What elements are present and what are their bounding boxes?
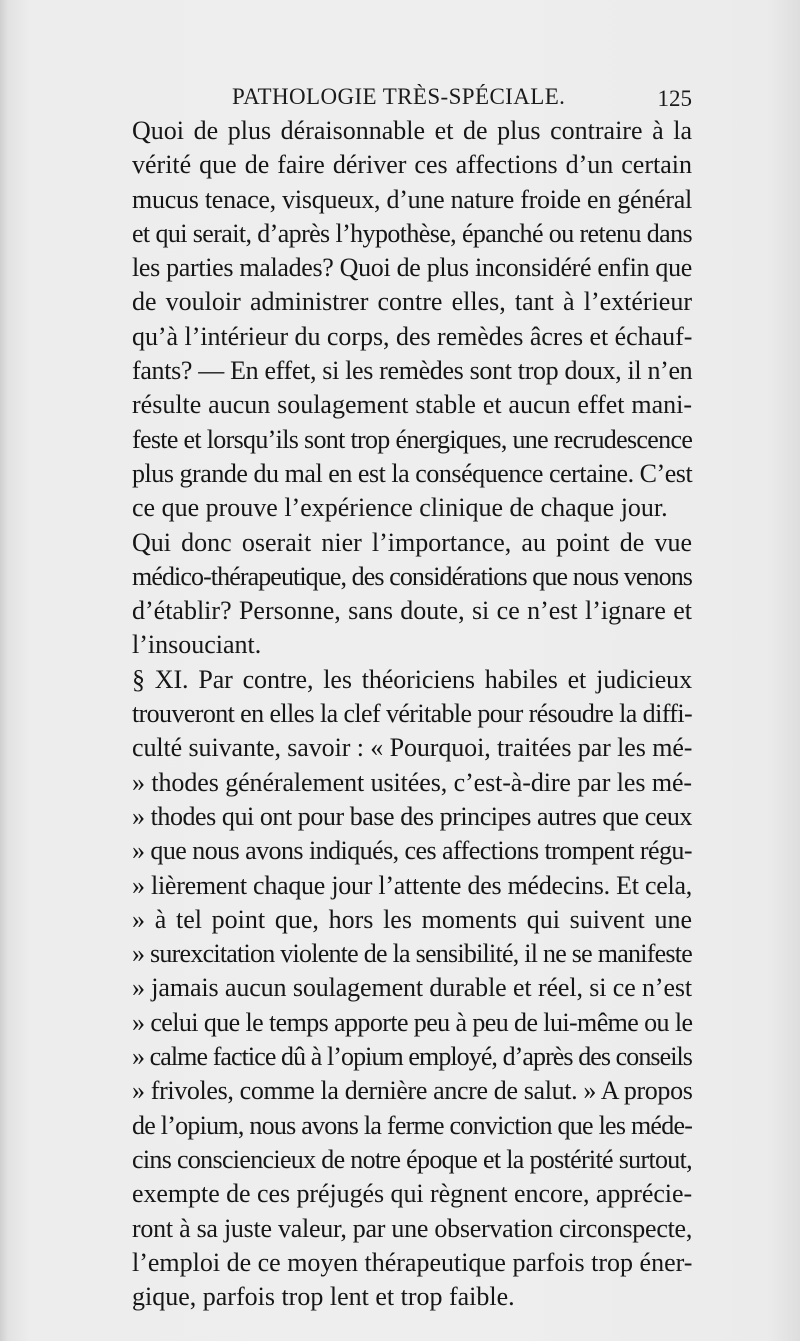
running-head: PATHOLOGIE TRÈS-SPÉCIALE. [232,84,566,109]
text-line: qu’à l’intérieur du corps, des remèdes âcres et échauf- [132,321,693,351]
body-text [104,114,692,1314]
text-line: mucus tenace, visqueux, d’une nature froide en général [132,184,692,214]
text-line: résulte aucun soulagement stable et aucun effet mani- [132,390,692,420]
text-line: Quoi de plus déraisonnable et de plus contraire à la [132,116,692,145]
text-line: » à tel point que, hors les moments qui suivent une [132,904,692,934]
text-line: Qui donc oserait nier l’importance, au point de vue [132,527,692,557]
text-line: plus grande du mal en est la conséquence certaine. C’est [132,458,693,488]
text-line: feste et lorsqu’ils sont trop énergiques, une recrudescence [132,424,693,454]
text-line: fants? — En effet, si les remèdes sont trop doux, il n’en [132,356,693,386]
text-line: § XI. Par contre, les théoriciens habiles et judicieux [132,664,692,694]
text-line: » frivoles, comme la dernière ancre de salut. » A propos [132,1076,693,1106]
text-line: cins consciencieux de notre époque et la postérité surtout, [132,1144,692,1174]
text-line: les parties malades? Quoi de plus inconsidéré enfin que [132,253,692,283]
text-line: l’insouciant. [132,630,262,660]
text-line: » lièrement chaque jour l’attente des médecins. Et cela, [132,870,692,900]
text-line: gique, parfois trop lent et trop faible. [132,1282,515,1312]
text-line: » celui que le temps apporte peu à peu de lui-même ou le [132,1007,693,1037]
text-line: exempte de ces préjugés qui règnent encore, apprécie- [132,1179,693,1209]
text-line: médico-thérapeutique, des considérations que nous venons [132,561,692,591]
text-line: et qui serait, d’après l’hypothèse, épanché ou retenu dans [132,218,692,248]
text-line: ce que prouve l’expérience clinique de chaque jour. [132,493,668,523]
text-line: » jamais aucun soulagement durable et réel, si ce n’est [132,973,693,1003]
text-line: vérité que de faire dériver ces affections d’un certain [132,150,692,180]
paragraph-2 [104,526,692,663]
paragraph-1 [104,114,692,526]
text-line: de vouloir administrer contre elles, tant à l’extérieur [132,287,692,317]
paragraph-3 [104,663,692,1315]
text-line: » que nous avons indiqués, ces affections trompent régu- [132,836,692,866]
text-line: » surexcitation violente de la sensibilité, il ne se manifeste [132,939,692,969]
text-line: culté suivante, savoir : « Pourquoi, traitées par les mé- [132,733,693,763]
text-line: » thodes généralement usitées, c’est-à-dire par les mé- [132,767,692,797]
text-line: d’établir? Personne, sans doute, si ce n’est l’ignare et [132,596,692,626]
text-line: de l’opium, nous avons la ferme conviction que les méde- [132,1110,693,1140]
text-line: trouveront en elles la clef véritable pour résoudre la diffi- [132,699,692,729]
page-header [104,84,692,116]
text-line: l’emploi de ce moyen thérapeutique parfois trop éner- [132,1247,693,1277]
text-line: ront à sa juste valeur, par une observation circonspecte, [132,1213,693,1243]
text-line: » thodes qui ont pour base des principes autres que ceux [132,801,692,831]
text-line: » calme factice dû à l’opium employé, d’après des conseils [132,1042,692,1072]
page-number: 125 [657,86,692,111]
